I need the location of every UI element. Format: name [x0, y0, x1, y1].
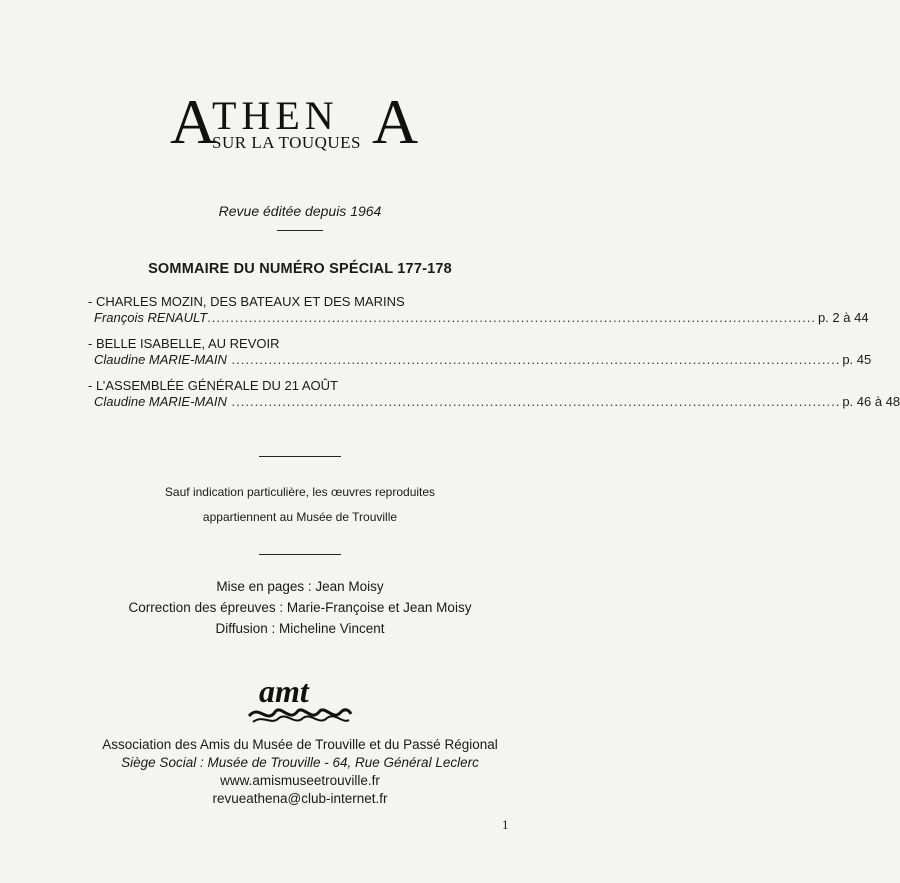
divider	[259, 456, 341, 457]
logo-lettering: amt	[259, 673, 309, 709]
toc-item	[88, 294, 869, 326]
masthead-middle: THEN	[212, 93, 339, 138]
toc-item-title: - BELLE ISABELLE, AU REVOIR	[88, 336, 280, 351]
toc-item-pages: p. 45	[842, 352, 872, 367]
masthead-final: A	[372, 86, 419, 157]
toc-item-pages: p. 2 à 44	[817, 310, 869, 325]
divider	[259, 554, 341, 555]
masthead-subtitle: SUR LA TOUQUES	[212, 133, 362, 152]
tagline: Revue éditée depuis 1964	[218, 203, 382, 219]
association-seat: Siège Social : Musée de Trouville - 64, Rue Général Leclerc	[121, 755, 479, 770]
toc-leader-dots: ....................................................................................................................................	[226, 394, 841, 409]
page-number: 1	[502, 817, 509, 832]
toc-item	[88, 378, 900, 410]
association-email: revueathena@club-internet.fr	[212, 791, 388, 806]
toc-item-author: François RENAULT	[94, 310, 208, 325]
toc-item-title: - CHARLES MOZIN, DES BATEAUX ET DES MARINS	[88, 294, 405, 309]
credit-layout: Mise en pages : Jean Moisy	[216, 579, 384, 594]
divider	[277, 230, 323, 231]
toc-item	[88, 336, 872, 368]
toc-leader-dots: ....................................................................................................................................	[226, 352, 841, 367]
toc-leader-dots: ....................................................................................................................................	[207, 310, 816, 325]
toc-item-author: Claudine MARIE-MAIN	[94, 352, 227, 367]
credit-distribution: Diffusion : Micheline Vincent	[215, 621, 385, 636]
note-line-1: Sauf indication particulière, les œuvres reproduites	[164, 485, 436, 499]
association-website: www.amismuseetrouville.fr	[220, 773, 380, 788]
summary-title: SOMMAIRE DU NUMÉRO SPÉCIAL 177-178	[148, 261, 452, 277]
masthead-initial: A	[170, 86, 217, 157]
association-name: Association des Amis du Musée de Trouville et du Passé Régional	[102, 737, 498, 752]
toc-item-author: Claudine MARIE-MAIN	[94, 394, 227, 409]
wave-logo-icon	[245, 673, 355, 724]
credit-proofreading: Correction des épreuves : Marie-Françoise et Jean Moisy	[128, 600, 472, 615]
note-line-2: appartiennent au Musée de Trouville	[202, 510, 398, 524]
toc-item-title: - L’ASSEMBLÉE GÉNÉRALE DU 21 AOÛT	[88, 378, 338, 393]
masthead-logo	[168, 88, 440, 158]
toc-item-pages: p. 46 à 48	[842, 394, 900, 409]
